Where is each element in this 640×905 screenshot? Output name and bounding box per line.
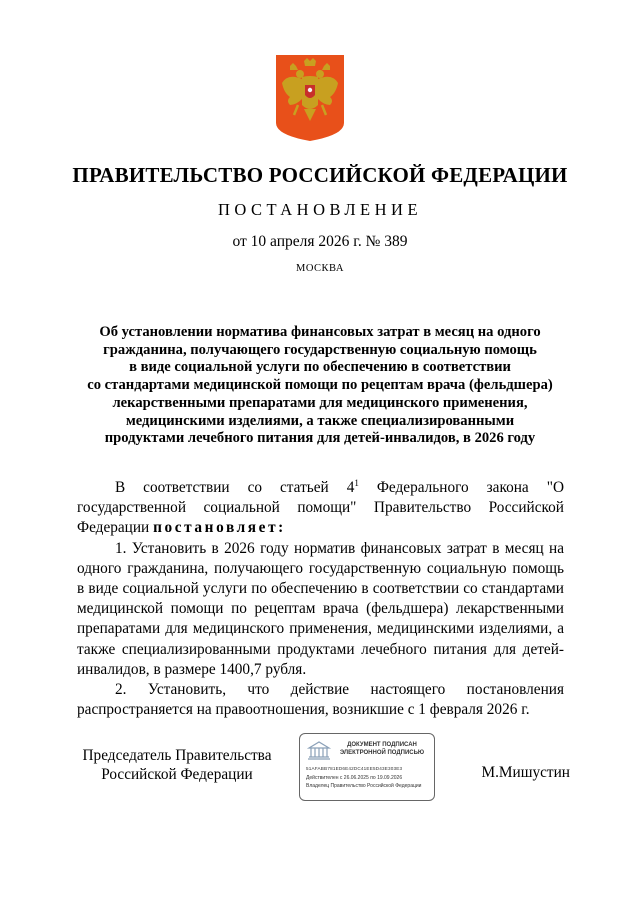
subject-line: в виде социальной услуги по обеспечению в соответствии — [129, 359, 511, 376]
subject-line: продуктами лечебного питания для детей-инвалидов, в 2026 году — [104, 430, 536, 447]
preamble-text: В соответствии со статьей 4 — [115, 479, 355, 496]
subject-line: со стандартами медицинской помощи по рецептам врача (фельдшера) — [87, 377, 553, 394]
document-date-number: от 10 апреля 2026 г. № 389 — [232, 233, 408, 250]
stamp-header-line: ДОКУМЕНТ ПОДПИСАН — [347, 742, 417, 748]
document-subject — [60, 324, 580, 448]
article-superscript: 1 — [354, 477, 359, 488]
subject-line: медицинскими изделиями, а также специализированными — [125, 412, 515, 429]
stamp-header-line: ЭЛЕКТРОННОЙ ПОДПИСЬЮ — [339, 749, 425, 756]
electronic-signature-stamp — [299, 733, 435, 801]
signatory-name: М.Мишустин — [481, 764, 570, 781]
document-body — [77, 478, 564, 720]
item-1-paragraph: 1. Установить в 2026 году норматив финансовых затрат в месяц на одного гражданина, получающего государственную социальную помощь в виде социальной услуги по обеспечению в соответствии со стандартами медицинской помощи по рецептам врача (фельдшера) лекарственными препаратами для медицинского применения, медицинскими изделиями, а также специализированными продуктами лечебного питания для детей-инвалидов, в размере 1400,7 рубля. — [77, 539, 564, 678]
signatory-position — [77, 746, 277, 784]
coat-of-arms-icon — [276, 55, 344, 141]
preamble-text-continued: Федерального закона "О государственной социальной помощи" Правительство Российской Федерации — [77, 479, 564, 537]
signatory-position-line: Российской Федерации — [101, 766, 253, 783]
decree-word: постановляет: — [153, 519, 286, 537]
subject-line: лекарственными препаратами для медицинского применения, — [112, 394, 528, 411]
stamp-header — [334, 742, 430, 757]
document-type: ПОСТАНОВЛЕНИЕ — [217, 200, 423, 219]
stamp-owner: Владелец Правительство Российской Федерации — [306, 783, 422, 789]
government-title: ПРАВИТЕЛЬСТВО РОССИЙСКОЙ ФЕДЕРАЦИИ — [72, 163, 568, 187]
subject-line: Об установлении норматива финансовых затрат в месяц на одного — [99, 324, 541, 340]
stamp-certificate: 51AFABB781ED6E42DC41EE5D43E303E3 — [306, 766, 403, 771]
document-place: МОСКВА — [296, 263, 344, 274]
preamble-paragraph — [77, 478, 564, 539]
item-2-paragraph: 2. Установить, что действие настоящего постановления распространяется на правоотношения, возникшие с 1 февраля 2026 г. — [77, 681, 564, 719]
signatory-position-line: Председатель Правительства — [82, 747, 272, 764]
subject-line: гражданина, получающего государственную социальную помощь — [103, 341, 537, 358]
building-icon — [306, 740, 332, 760]
stamp-validity: Действителен с 26.06.2025 по 19.09.2026 — [306, 775, 403, 781]
